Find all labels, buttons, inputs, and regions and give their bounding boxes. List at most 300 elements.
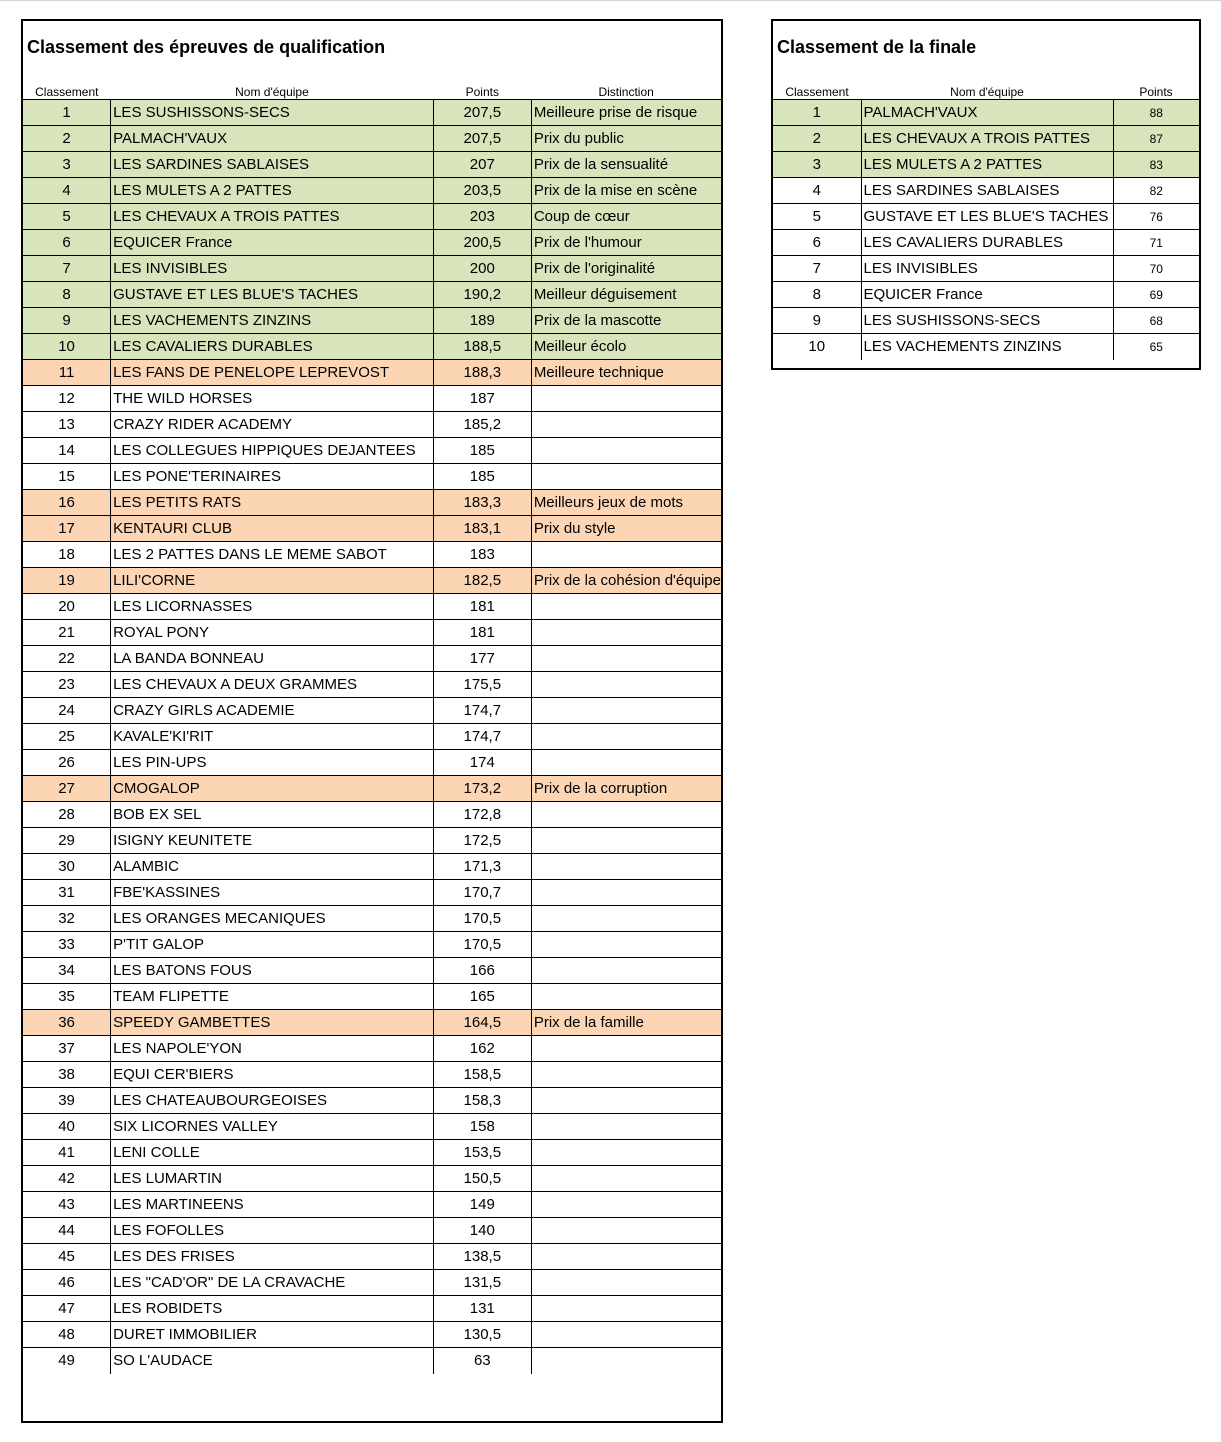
cell-points: 174,7 — [433, 724, 531, 750]
cell-award — [531, 1296, 721, 1322]
cell-points: 174,7 — [433, 698, 531, 724]
cell-team: CMOGALOP — [111, 776, 434, 802]
cell-team: LES ROBIDETS — [111, 1296, 434, 1322]
table-row — [773, 282, 1199, 308]
cell-team: EQUI CER'BIERS — [111, 1062, 434, 1088]
cell-points: 162 — [433, 1036, 531, 1062]
cell-award: Meilleure prise de risque — [531, 100, 721, 126]
cell-award — [531, 698, 721, 724]
table-row — [23, 698, 721, 724]
table-row — [23, 1348, 721, 1374]
table-row — [23, 1322, 721, 1348]
cell-team: LES SARDINES SABLAISES — [861, 178, 1113, 204]
table-row — [773, 100, 1199, 126]
header-team: Nom d'équipe — [111, 85, 434, 100]
cell-team: CRAZY RIDER ACADEMY — [111, 412, 434, 438]
cell-team: PALMACH'VAUX — [861, 100, 1113, 126]
cell-points: 183,1 — [433, 516, 531, 542]
cell-award — [531, 802, 721, 828]
cell-team: LES PONE'TERINAIRES — [111, 464, 434, 490]
cell-team: BOB EX SEL — [111, 802, 434, 828]
cell-points: 166 — [433, 958, 531, 984]
header-award: Distinction — [531, 85, 721, 100]
cell-team: KAVALE'KI'RIT — [111, 724, 434, 750]
cell-team: LES DES FRISES — [111, 1244, 434, 1270]
cell-points: 63 — [433, 1348, 531, 1374]
cell-points: 65 — [1113, 334, 1199, 360]
cell-award: Meilleur déguisement — [531, 282, 721, 308]
table-row — [23, 464, 721, 490]
table-row — [773, 152, 1199, 178]
cell-points: 71 — [1113, 230, 1199, 256]
cell-team: LES CAVALIERS DURABLES — [111, 334, 434, 360]
table-row — [773, 178, 1199, 204]
table-row — [773, 204, 1199, 230]
cell-rank: 36 — [23, 1010, 111, 1036]
cell-rank: 10 — [808, 338, 826, 356]
cell-team: LES BATONS FOUS — [111, 958, 434, 984]
cell-team: ISIGNY KEUNITETE — [111, 828, 434, 854]
cell-rank: 41 — [23, 1140, 111, 1166]
cell-award — [531, 880, 721, 906]
cell-points: 131,5 — [433, 1270, 531, 1296]
cell-points: 177 — [433, 646, 531, 672]
cell-points: 175,5 — [433, 672, 531, 698]
cell-team: LES SARDINES SABLAISES — [111, 152, 434, 178]
cell-award — [531, 542, 721, 568]
cell-rank: 48 — [23, 1322, 111, 1348]
table-row — [23, 1140, 721, 1166]
cell-award — [531, 828, 721, 854]
cell-points: 82 — [1113, 178, 1199, 204]
cell-points: 69 — [1113, 282, 1199, 308]
cell-rank: 49 — [58, 1352, 75, 1370]
cell-rank: 1 — [773, 100, 861, 126]
cell-rank: 45 — [23, 1244, 111, 1270]
cell-points: 200,5 — [433, 230, 531, 256]
cell-points: 158,3 — [433, 1088, 531, 1114]
cell-team: TEAM FLIPETTE — [111, 984, 434, 1010]
cell-rank: 20 — [23, 594, 111, 620]
cell-points: 170,7 — [433, 880, 531, 906]
table-row — [23, 620, 721, 646]
cell-rank: 10 — [23, 334, 111, 360]
cell-award — [531, 412, 721, 438]
cell-award: Prix de la corruption — [531, 776, 721, 802]
cell-award — [531, 1062, 721, 1088]
table-row — [23, 880, 721, 906]
table-row — [23, 1114, 721, 1140]
cell-points: 131 — [433, 1296, 531, 1322]
table-row — [23, 1062, 721, 1088]
cell-team: LES LICORNASSES — [111, 594, 434, 620]
cell-team: LES VACHEMENTS ZINZINS — [111, 308, 434, 334]
cell-points: 70 — [1113, 256, 1199, 282]
cell-award: Prix du public — [531, 126, 721, 152]
cell-points: 170,5 — [433, 932, 531, 958]
cell-team: LILI'CORNE — [111, 568, 434, 594]
cell-rank: 21 — [23, 620, 111, 646]
cell-points: 68 — [1113, 308, 1199, 334]
cell-team: EQUICER France — [111, 230, 434, 256]
table-row — [23, 412, 721, 438]
cell-rank: 26 — [23, 750, 111, 776]
cell-team: LES PETITS RATS — [111, 490, 434, 516]
cell-rank: 9 — [773, 308, 861, 334]
cell-team: LES CHEVAUX A TROIS PATTES — [111, 204, 434, 230]
cell-rank: 1 — [23, 100, 111, 126]
cell-points: 130,5 — [433, 1322, 531, 1348]
cell-award: Prix de l'humour — [531, 230, 721, 256]
table-row — [23, 932, 721, 958]
cell-rank: 23 — [23, 672, 111, 698]
table-row — [23, 568, 721, 594]
cell-team: ALAMBIC — [111, 854, 434, 880]
table-row — [23, 490, 721, 516]
cell-rank: 38 — [23, 1062, 111, 1088]
table-row — [23, 1036, 721, 1062]
cell-rank: 3 — [773, 152, 861, 178]
table-row — [23, 828, 721, 854]
cell-team: EQUICER France — [861, 282, 1113, 308]
table-row — [773, 308, 1199, 334]
table-row — [23, 1010, 721, 1036]
cell-award — [531, 386, 721, 412]
cell-rank: 17 — [23, 516, 111, 542]
qualification-header-row — [23, 85, 721, 100]
cell-award: Meilleur écolo — [531, 334, 721, 360]
cell-award — [531, 1348, 721, 1374]
cell-points: 150,5 — [433, 1166, 531, 1192]
cell-rank: 22 — [23, 646, 111, 672]
cell-points: 181 — [433, 620, 531, 646]
cell-team: LES ORANGES MECANIQUES — [111, 906, 434, 932]
cell-award: Prix de la cohésion d'équipe — [531, 568, 721, 594]
cell-team: LA BANDA BONNEAU — [111, 646, 434, 672]
table-row — [23, 542, 721, 568]
cell-rank: 8 — [773, 282, 861, 308]
cell-award — [531, 750, 721, 776]
cell-team: LES CHEVAUX A DEUX GRAMMES — [111, 672, 434, 698]
cell-award — [531, 646, 721, 672]
cell-team: LES MULETS A 2 PATTES — [111, 178, 434, 204]
table-row — [23, 386, 721, 412]
table-row — [23, 594, 721, 620]
cell-rank: 31 — [23, 880, 111, 906]
cell-points: 185 — [433, 464, 531, 490]
cell-points: 158 — [433, 1114, 531, 1140]
cell-points: 183 — [433, 542, 531, 568]
table-row — [23, 516, 721, 542]
cell-points: 165 — [433, 984, 531, 1010]
cell-award — [531, 1166, 721, 1192]
cell-team: DURET IMMOBILIER — [111, 1322, 434, 1348]
cell-team: LES VACHEMENTS ZINZINS — [861, 334, 1113, 360]
cell-rank: 5 — [773, 204, 861, 230]
table-row — [23, 256, 721, 282]
table-row — [23, 1296, 721, 1322]
cell-team: THE WILD HORSES — [111, 386, 434, 412]
cell-team: KENTAURI CLUB — [111, 516, 434, 542]
cell-points: 203,5 — [433, 178, 531, 204]
cell-rank: 19 — [23, 568, 111, 594]
cell-team: LES INVISIBLES — [861, 256, 1113, 282]
header-rank: Classement — [773, 85, 861, 100]
cell-award — [531, 958, 721, 984]
table-row — [773, 230, 1199, 256]
cell-award: Prix de la mascotte — [531, 308, 721, 334]
cell-team: LES CHATEAUBOURGEOISES — [111, 1088, 434, 1114]
table-row — [23, 646, 721, 672]
table-row — [23, 230, 721, 256]
cell-rank: 8 — [23, 282, 111, 308]
cell-rank: 4 — [773, 178, 861, 204]
cell-rank: 35 — [23, 984, 111, 1010]
cell-rank: 43 — [23, 1192, 111, 1218]
cell-rank: 15 — [23, 464, 111, 490]
cell-points: 158,5 — [433, 1062, 531, 1088]
cell-team: GUSTAVE ET LES BLUE'S TACHES — [111, 282, 434, 308]
cell-points: 203 — [433, 204, 531, 230]
cell-award — [531, 1322, 721, 1348]
cell-award — [531, 1088, 721, 1114]
cell-rank: 2 — [23, 126, 111, 152]
cell-rank: 6 — [773, 230, 861, 256]
cell-points: 164,5 — [433, 1010, 531, 1036]
table-row — [23, 802, 721, 828]
cell-rank: 32 — [23, 906, 111, 932]
table-row — [23, 334, 721, 360]
cell-points: 200 — [433, 256, 531, 282]
cell-rank: 24 — [23, 698, 111, 724]
final-panel — [771, 19, 1201, 370]
cell-points: 174 — [433, 750, 531, 776]
cell-team: GUSTAVE ET LES BLUE'S TACHES — [861, 204, 1113, 230]
cell-award — [531, 1036, 721, 1062]
cell-award — [531, 906, 721, 932]
cell-rank: 42 — [23, 1166, 111, 1192]
cell-points: 170,5 — [433, 906, 531, 932]
cell-rank: 16 — [23, 490, 111, 516]
cell-award — [531, 620, 721, 646]
cell-team: SIX LICORNES VALLEY — [111, 1114, 434, 1140]
cell-award: Meilleurs jeux de mots — [531, 490, 721, 516]
table-row — [23, 958, 721, 984]
cell-award — [531, 932, 721, 958]
cell-points: 87 — [1113, 126, 1199, 152]
cell-rank: 2 — [773, 126, 861, 152]
table-row — [23, 906, 721, 932]
cell-points: 171,3 — [433, 854, 531, 880]
cell-team: LES FANS DE PENELOPE LEPREVOST — [111, 360, 434, 386]
header-team: Nom d'équipe — [861, 85, 1113, 100]
cell-points: 173,2 — [433, 776, 531, 802]
cell-team: LES CHEVAUX A TROIS PATTES — [861, 126, 1113, 152]
cell-rank: 29 — [23, 828, 111, 854]
table-row — [23, 204, 721, 230]
table-row — [23, 282, 721, 308]
cell-rank: 13 — [23, 412, 111, 438]
cell-award: Coup de cœur — [531, 204, 721, 230]
cell-team: LES CAVALIERS DURABLES — [861, 230, 1113, 256]
cell-team: LES COLLEGUES HIPPIQUES DEJANTEES — [111, 438, 434, 464]
qualification-panel — [21, 19, 723, 1423]
cell-team: FBE'KASSINES — [111, 880, 434, 906]
cell-team: LES INVISIBLES — [111, 256, 434, 282]
cell-rank: 47 — [23, 1296, 111, 1322]
cell-team: P'TIT GALOP — [111, 932, 434, 958]
cell-rank: 6 — [23, 230, 111, 256]
cell-points: 207,5 — [433, 100, 531, 126]
cell-award — [531, 1244, 721, 1270]
cell-rank: 25 — [23, 724, 111, 750]
cell-points: 182,5 — [433, 568, 531, 594]
cell-award — [531, 1270, 721, 1296]
table-row — [773, 126, 1199, 152]
table-row — [23, 776, 721, 802]
cell-award — [531, 1218, 721, 1244]
cell-rank: 9 — [23, 308, 111, 334]
cell-award — [531, 438, 721, 464]
cell-rank: 18 — [23, 542, 111, 568]
cell-points: 185 — [433, 438, 531, 464]
cell-rank: 7 — [773, 256, 861, 282]
cell-rank: 34 — [23, 958, 111, 984]
final-title: Classement de la finale — [777, 37, 977, 57]
cell-team: LES MULETS A 2 PATTES — [861, 152, 1113, 178]
cell-points: 207 — [433, 152, 531, 178]
cell-team: LES 2 PATTES DANS LE MEME SABOT — [111, 542, 434, 568]
cell-points: 83 — [1113, 152, 1199, 178]
cell-award: Prix de la sensualité — [531, 152, 721, 178]
cell-team: LES LUMARTIN — [111, 1166, 434, 1192]
sheet-top-edge — [0, 0, 1222, 1]
header-rank: Classement — [23, 85, 111, 100]
table-row — [23, 750, 721, 776]
cell-points: 172,5 — [433, 828, 531, 854]
table-row — [23, 100, 721, 126]
table-row — [23, 1270, 721, 1296]
cell-points: 185,2 — [433, 412, 531, 438]
cell-team: CRAZY GIRLS ACADEMIE — [111, 698, 434, 724]
cell-rank: 33 — [23, 932, 111, 958]
cell-rank: 37 — [23, 1036, 111, 1062]
table-row — [23, 724, 721, 750]
cell-award: Prix de l'originalité — [531, 256, 721, 282]
cell-rank: 3 — [23, 152, 111, 178]
cell-rank: 44 — [23, 1218, 111, 1244]
cell-award — [531, 594, 721, 620]
cell-points: 172,8 — [433, 802, 531, 828]
cell-award — [531, 984, 721, 1010]
table-row — [23, 126, 721, 152]
cell-award — [531, 1140, 721, 1166]
table-row — [23, 1192, 721, 1218]
cell-award: Prix du style — [531, 516, 721, 542]
cell-award — [531, 464, 721, 490]
cell-award — [531, 724, 721, 750]
cell-team: LES SUSHISSONS-SECS — [861, 308, 1113, 334]
cell-points: 187 — [433, 386, 531, 412]
table-row — [23, 1166, 721, 1192]
cell-points: 88 — [1113, 100, 1199, 126]
cell-rank: 5 — [23, 204, 111, 230]
cell-rank: 14 — [23, 438, 111, 464]
cell-points: 76 — [1113, 204, 1199, 230]
header-points: Points — [433, 85, 531, 100]
table-row — [23, 360, 721, 386]
qualification-table — [23, 85, 721, 1374]
table-row — [23, 1088, 721, 1114]
cell-award — [531, 672, 721, 698]
cell-rank: 7 — [23, 256, 111, 282]
cell-team: ROYAL PONY — [111, 620, 434, 646]
header-points: Points — [1113, 85, 1199, 100]
cell-points: 138,5 — [433, 1244, 531, 1270]
cell-points: 190,2 — [433, 282, 531, 308]
table-row — [773, 256, 1199, 282]
cell-points: 140 — [433, 1218, 531, 1244]
cell-rank: 39 — [23, 1088, 111, 1114]
cell-points: 183,3 — [433, 490, 531, 516]
cell-award — [531, 1192, 721, 1218]
cell-points: 207,5 — [433, 126, 531, 152]
table-row — [23, 984, 721, 1010]
table-row — [23, 438, 721, 464]
cell-points: 149 — [433, 1192, 531, 1218]
cell-rank: 40 — [23, 1114, 111, 1140]
table-row — [23, 672, 721, 698]
table-row — [23, 1218, 721, 1244]
cell-points: 189 — [433, 308, 531, 334]
table-row — [23, 152, 721, 178]
final-table — [773, 85, 1199, 360]
cell-rank: 12 — [23, 386, 111, 412]
table-row — [23, 308, 721, 334]
table-row — [23, 178, 721, 204]
cell-team: LES MARTINEENS — [111, 1192, 434, 1218]
cell-team: LES FOFOLLES — [111, 1218, 434, 1244]
cell-team: LES "CAD'OR" DE LA CRAVACHE — [111, 1270, 434, 1296]
cell-team: LES SUSHISSONS-SECS — [111, 100, 434, 126]
cell-points: 181 — [433, 594, 531, 620]
cell-award: Prix de la mise en scène — [531, 178, 721, 204]
cell-rank: 30 — [23, 854, 111, 880]
cell-team: LES PIN-UPS — [111, 750, 434, 776]
cell-rank: 11 — [23, 360, 111, 386]
cell-team: LES NAPOLE'YON — [111, 1036, 434, 1062]
table-row — [23, 854, 721, 880]
qualification-title: Classement des épreuves de qualification — [27, 37, 386, 57]
cell-award: Meilleure technique — [531, 360, 721, 386]
cell-points: 188,3 — [433, 360, 531, 386]
cell-team: SO L'AUDACE — [111, 1348, 434, 1374]
cell-team: LENI COLLE — [111, 1140, 434, 1166]
cell-award: Prix de la famille — [531, 1010, 721, 1036]
cell-award — [531, 1114, 721, 1140]
table-row — [773, 334, 1199, 360]
table-row — [23, 1244, 721, 1270]
final-header-row — [773, 85, 1199, 100]
cell-rank: 46 — [23, 1270, 111, 1296]
cell-award — [531, 854, 721, 880]
cell-points: 153,5 — [433, 1140, 531, 1166]
cell-team: PALMACH'VAUX — [111, 126, 434, 152]
cell-rank: 4 — [23, 178, 111, 204]
cell-team: SPEEDY GAMBETTES — [111, 1010, 434, 1036]
cell-points: 188,5 — [433, 334, 531, 360]
cell-rank: 27 — [23, 776, 111, 802]
